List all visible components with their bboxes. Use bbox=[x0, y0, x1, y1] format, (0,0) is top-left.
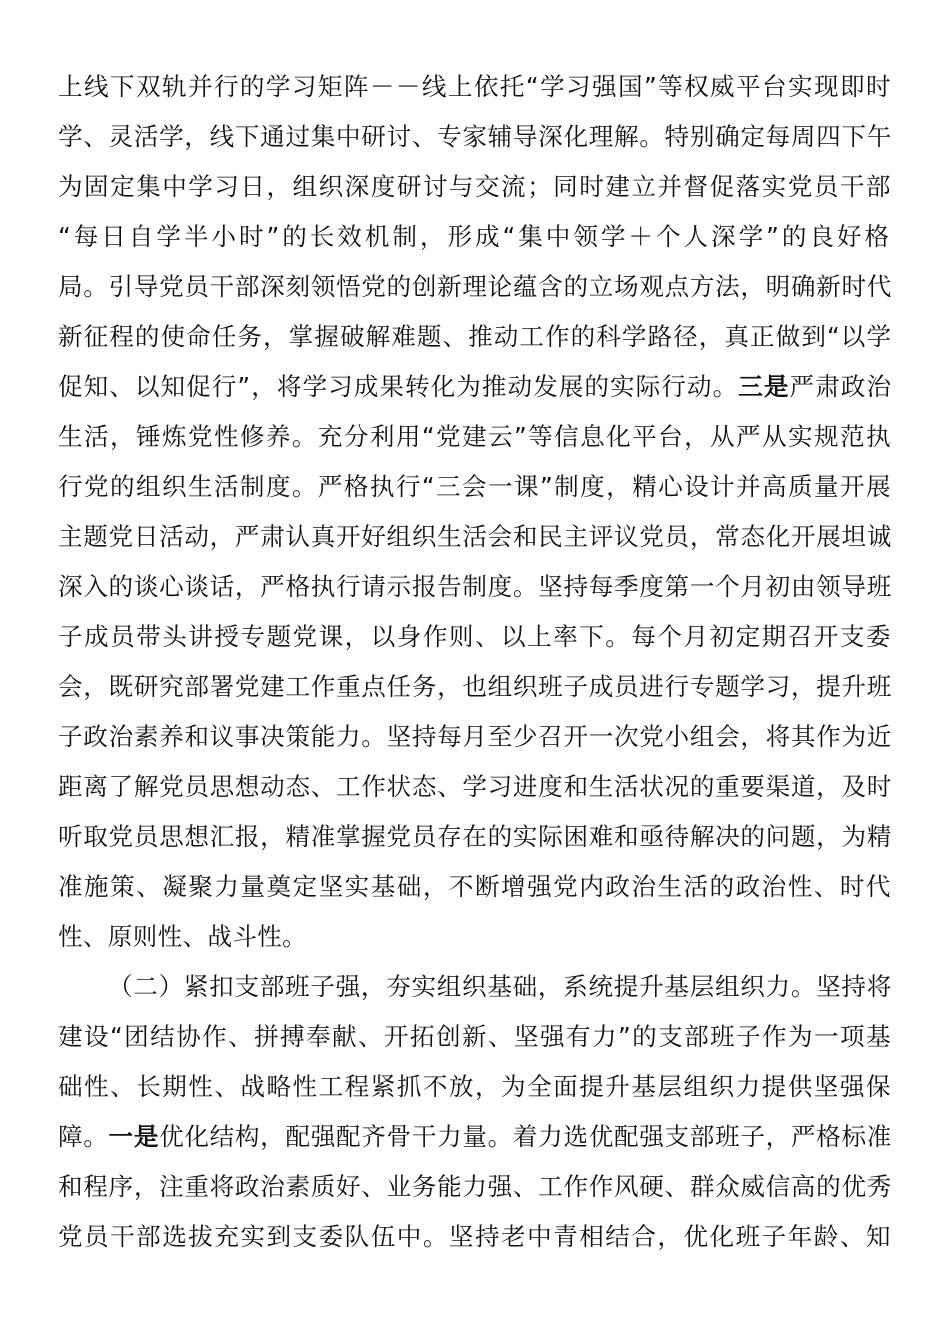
text-line-10: 主题党日活动，严肃认真开好组织生活会和民主评议党员，常态化开展坦诚 bbox=[58, 522, 892, 551]
text-line-7: 促知、以知促行”，将学习成果转化为推动发展的实际行动。三是严肃政治 bbox=[58, 372, 892, 401]
text-line-21: 础性、长期性、战略性工程紧抓不放，为全面提升基层组织力提供坚强保 bbox=[58, 1072, 892, 1101]
text-line-1: 上线下双轨并行的学习矩阵－－线上依托“学习强国”等权威平台实现即时 bbox=[58, 72, 892, 101]
text-line-5: 局。引导党员干部深刻领悟党的创新理论蕴含的立场观点方法，明确新时代 bbox=[58, 272, 892, 301]
text-line-6: 新征程的使命任务，掌握破解难题、推动工作的科学路径，真正做到“以学 bbox=[58, 322, 892, 351]
section-heading-line: （二）紧扣支部班子强，夯实组织基础，系统提升基层组织力。坚持将 bbox=[108, 972, 892, 1001]
text-line-14: 子政治素养和议事决策能力。坚持每月至少召开一次党小组会，将其作为近 bbox=[58, 722, 892, 751]
bold-marker-one: 一是 bbox=[108, 1122, 160, 1151]
text-line-16: 听取党员思想汇报，精准掌握党员存在的实际困难和亟待解决的问题，为精 bbox=[58, 822, 892, 851]
text-line-20: 建设“团结协作、拼搏奉献、开拓创新、坚强有力”的支部班子作为一项基 bbox=[58, 1022, 892, 1051]
text-line-15: 距离了解党员思想动态、工作状态、学习进度和生活状况的重要渠道，及时 bbox=[58, 772, 892, 801]
text-line-11: 深入的谈心谈话，严格执行请示报告制度。坚持每季度第一个月初由领导班 bbox=[58, 572, 892, 601]
text-line-4: “每日自学半小时”的长效机制，形成“集中领学＋个人深学”的良好格 bbox=[58, 222, 892, 251]
text-line-13: 会，既研究部署党建工作重点任务，也组织班子成员进行专题学习，提升班 bbox=[58, 672, 892, 701]
text-line-18: 性、原则性、战斗性。 bbox=[58, 922, 307, 951]
text-line-3: 为固定集中学习日，组织深度研讨与交流；同时建立并督促落实党员干部 bbox=[58, 172, 892, 201]
text-line-9: 行党的组织生活制度。严格执行“三会一课”制度，精心设计并高质量开展 bbox=[58, 472, 892, 501]
text-line-2: 学、灵活学，线下通过集中研讨、专家辅导深化理解。特别确定每周四下午 bbox=[58, 122, 892, 151]
text-line-23: 和程序，注重将政治素质好、业务能力强、工作作风硬、群众威信高的优秀 bbox=[58, 1172, 892, 1201]
text-line-12: 子成员带头讲授专题党课，以身作则、以上率下。每个月初定期召开支委 bbox=[58, 622, 892, 651]
text-line-24: 党员干部选拔充实到支委队伍中。坚持老中青相结合，优化班子年龄、知 bbox=[58, 1222, 892, 1251]
text-line-8: 生活，锤炼党性修养。充分利用“党建云”等信息化平台，从严从实规范执 bbox=[58, 422, 892, 451]
bold-marker-three: 三是 bbox=[738, 372, 790, 401]
text-line-17: 准施策、凝聚力量奠定坚实基础，不断增强党内政治生活的政治性、时代 bbox=[58, 872, 892, 901]
text-line-22: 障。一是优化结构，配强配齐骨干力量。着力选优配强支部班子，严格标准 bbox=[58, 1122, 892, 1151]
